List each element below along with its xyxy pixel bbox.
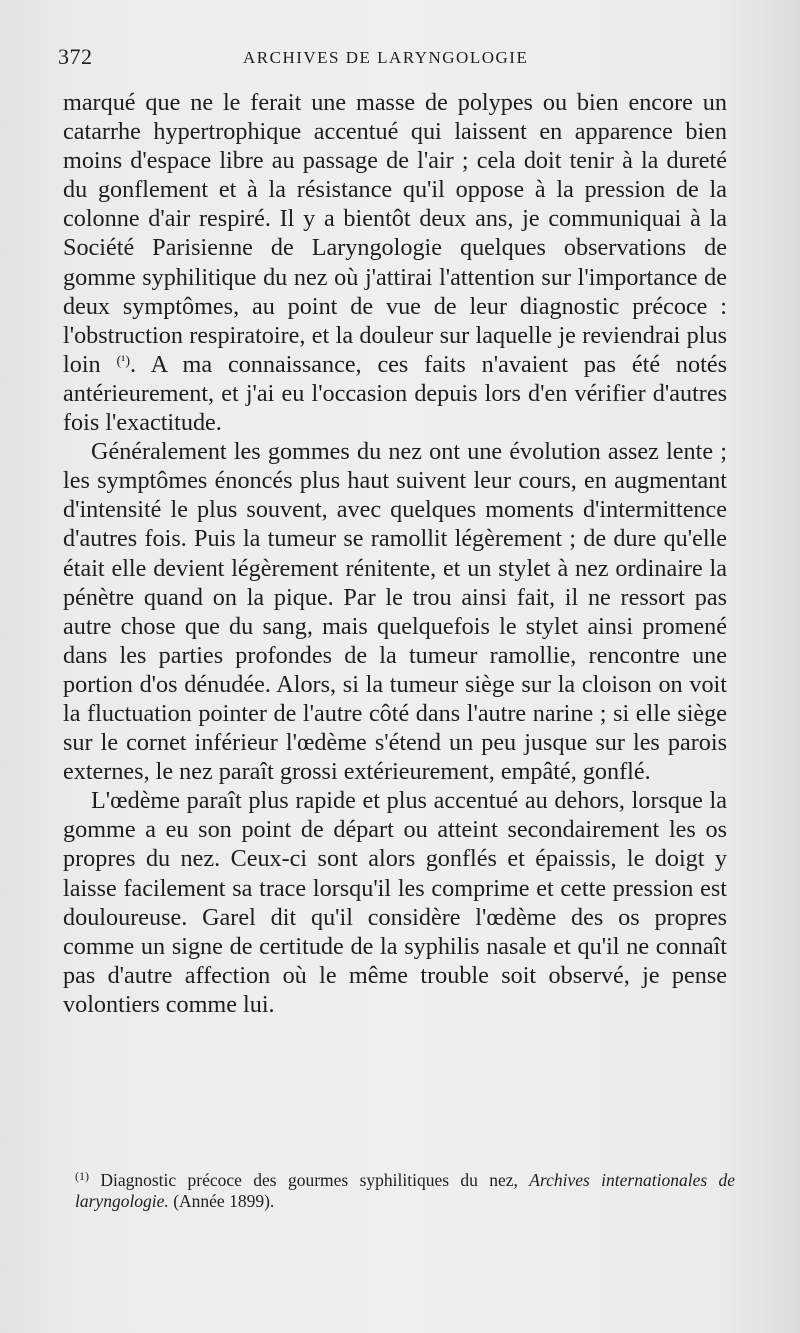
paragraph-3: L'œdème paraît plus rapide et plus accentué au dehors, lorsque la gomme a eu son point de départ ou atteint secondairement les os propres du nez. Ceux-ci sont alors gonflés et épaissis, le doigt y laisse facilement sa trace lorsqu'il les comprime et cette pression est douloureuse. Garel dit qu'il considère l'œdème des os propres comme un signe de certitude de la syphilis nasale et qu'il ne connaît pas d'autre affection où le même trouble soit observé, je pense volontiers comme lui. bbox=[63, 787, 727, 1018]
page-header bbox=[58, 44, 738, 74]
footnote-year: (Année 1899). bbox=[173, 1191, 275, 1211]
footnote-reference[interactable]: (¹) bbox=[116, 353, 131, 369]
running-title: ARCHIVES DE LARYNGOLOGIE bbox=[243, 48, 529, 67]
paragraph-1-text-b: . A ma connaissance, ces faits n'avaient pas été notés antérieurement, et j'ai eu l'occasion depuis lors d'en vérifier d'autres fois l'exactitude. bbox=[63, 350, 727, 437]
paragraph-2: Généralement les gommes du nez ont une évolution assez lente ; les symptômes énoncés plus haut suivent leur cours, en augmentant d'intensité le plus souvent, avec quelques moments d'intermittence d'autres fois. Puis la tumeur se ramollit légèrement ; de dure qu'elle était elle devient légèrement rénitente, et un stylet à nez ordinaire la pénètre quand on la pique. Par le trou ainsi fait, il ne ressort pas autre chose que du sang, mais quelquefois le stylet ainsi promené dans les parties profondes de la tumeur ramollie, rencontre une portion d'os dénudée. Alors, si la tumeur siège sur la cloison on voit la fluctuation pointer de l'autre côté dans l'autre narine ; si elle siège sur le cornet inférieur l'œdème s'étend un peu jusque sur les parois externes, le nez paraît grossi extérieurement, empâté, gonflé. bbox=[63, 438, 727, 786]
paragraph-1-text-a: marqué que ne le ferait une masse de polypes ou bien encore un catarrhe hypertrophique accentué qui laissent en apparence bien moins d'espace libre au passage de l'air ; cela doit tenir à la dureté du gonflement et à la résistance qu'il oppose à la pression de la colonne d'air respiré. Il y a bientôt deux ans, je communiquai à la Société Parisienne de Laryngologie quelques observations de gomme syphilitique du nez où j'attirai l'attention sur l'importance de deux symptômes, au point de vue de leur diagnostic précoce : l'obstruction respiratoire, et la douleur sur laquelle je reviendrai plus loin bbox=[63, 89, 727, 378]
page-number: 372 bbox=[58, 44, 93, 69]
footnote bbox=[75, 1170, 735, 1212]
paragraph-1 bbox=[63, 88, 727, 437]
footnote-text: Diagnostic précoce des gourmes syphilitiques du nez, bbox=[100, 1170, 518, 1190]
footnote-mark: (1) bbox=[75, 1169, 89, 1183]
body-text bbox=[63, 88, 727, 1019]
footnote-journal: Archives internationales de laryngologie. bbox=[75, 1170, 736, 1211]
